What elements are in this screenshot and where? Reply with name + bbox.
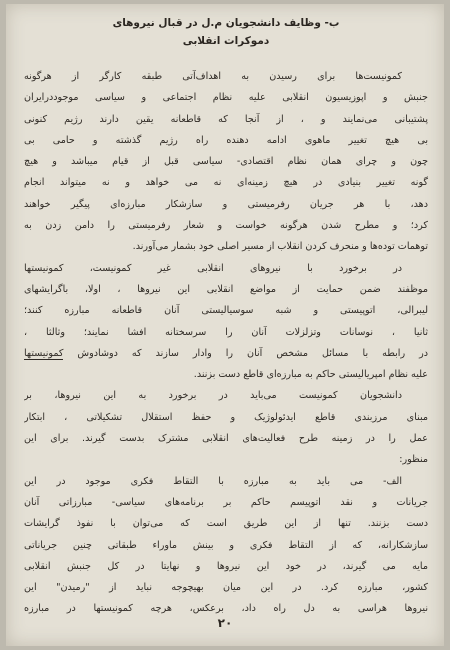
text-line: دست بزنند. تنها از این طریق است که می‌توان با نفوذ گرایشات xyxy=(24,518,428,530)
text-line: چون و چرای همان نظام اقتصادی- سیاسی قبل از قیام میباشد و هیچ xyxy=(24,156,428,168)
underlined-word: کمونیستها xyxy=(24,347,64,359)
body-text xyxy=(24,66,428,620)
text-line: دانشجویان کمونیست می‌باید در برخورد به این نیروها، بر xyxy=(24,390,402,402)
text-line: جنبش و اپوزیسیون انقلابی علیه نظام اجتماعی و سیاسی موجوددرایران xyxy=(24,92,428,104)
text-line: ثانیا ، نوسانات وتزلزلات آنان را سرسختانه افشا نمایند؛ وثالثا ، xyxy=(24,326,428,338)
text-line: موظفند ضمن حمایت از مواضع انقلابی این نیروها ، اولا، باگرایشهای xyxy=(24,283,428,295)
text-line: کرد؛ و مطرح شدن هرگونه خواست و شعار رفرمیستی را دامن زدن به xyxy=(24,220,428,232)
text-line: جریانات و نقد اتوپیسم حاکم بر برنامه‌های سیاسی- مبارزاتی آنان xyxy=(24,496,428,508)
text-line: کمونیست‌ها برای رسیدن به اهداف‌آتی طبقه کارگر از هرگونه xyxy=(24,71,402,82)
heading-line-2: دموکرات انقلابی xyxy=(182,35,270,47)
text-segment: در رابطه با مسائل مشخص آنان را وادار سازند که دوشادوش کمونیستها xyxy=(24,347,428,359)
text-line: توهمات توده‌ها و منحرف کردن انقلاب از مسیر اصلی خود بشمار می‌آورند. xyxy=(132,241,428,253)
text-line: مبنای مرزبندی قاطع ایدئولوژیک و حفظ استقلال تشکیلاتی ، ابتکار xyxy=(24,411,428,423)
text-line: الف- می باید به مبارزه با التقاط فکری موجود در این xyxy=(24,475,402,487)
page-number: ۲۰ xyxy=(217,616,233,630)
text-line: مایه می گیرند، در خود این نیروها و نهایتا در کل جنبش انقلابی xyxy=(24,560,428,572)
text-line-with-underline xyxy=(24,343,428,364)
text-line: علیه نظام امپریالیستی حاکم به مبارزه‌ای قاطع دست بزنند. xyxy=(193,369,428,381)
text-line: عمل را در زمینه طرح فعالیت‌های انقلابی مشترک بدست گیرند. برای این xyxy=(24,433,428,445)
text-line: سازشکارانه، که از التقاط فکری و بینش ماوراء طبقاتی چنین جریاناتی xyxy=(24,539,428,551)
text-line: بی هیچ تغییر ماهوی ادامه دهنده راه رژیم گذشته و حامی بی‌ xyxy=(24,134,428,146)
text-line: در برخورد با نیروهای انقلابی غیر کمونیست، کمونیستها xyxy=(24,262,402,274)
section-heading xyxy=(46,14,406,50)
heading-line-1: ب- وظایف دانشجویان م.ل در قبال نیروهای xyxy=(112,17,340,29)
text-line: منظور: xyxy=(399,454,428,466)
text-line: گونه تغییر بنیادی در هیچ زمینه‌ای نه می خواهد و نه میتواند انجام xyxy=(24,177,428,189)
text-line: پشتیبانی می‌نمایند و ، از آنجا که قاطعانه یقین دارند رژیم کنونی xyxy=(24,113,428,125)
text-line: نیروها هراسی به دل راه داد، برعکس، هرچه کمونیستها در مبارزه xyxy=(24,603,428,615)
text-line: دهد، با هر جریان رفرمیستی و سازشکار مبارزه‌ای پیگیر خواهند xyxy=(24,198,428,210)
document-page xyxy=(6,4,444,646)
text-line: لیبرالی، اتوپیستی و شبه سوسیالیستی آنان قاطعانه مبارزه کنند؛ xyxy=(24,305,428,317)
text-line: کشور، مبارزه کرد. در این میان بهیچوجه نباید از "رمیدن" این xyxy=(24,582,428,594)
